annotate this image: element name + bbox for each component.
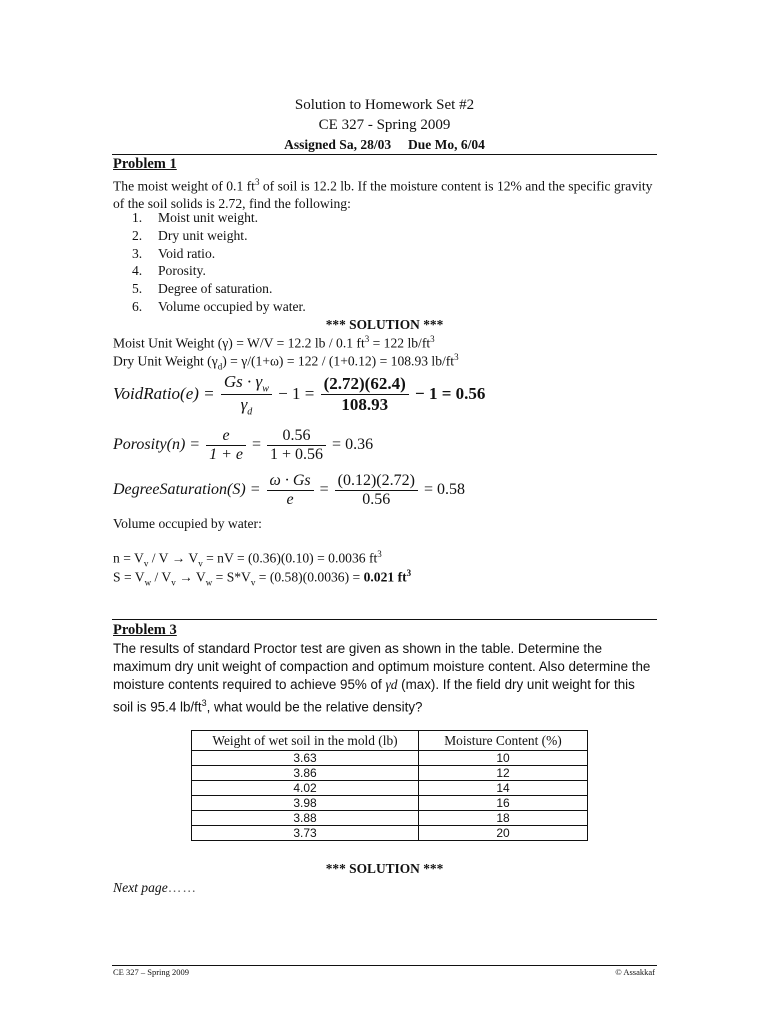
list-item: 5. Degree of saturation. <box>132 281 273 297</box>
table-header: Moisture Content (%) <box>419 731 588 751</box>
page-footer <box>112 965 657 977</box>
table-row: 3.86 12 <box>192 766 588 781</box>
problem-1-statement: The moist weight of 0.1 $ft^3$ of soil is 12.2 lb. If the moisture content is 12% and the specific gravity of the soil solids is 2.72, find the following: <box>113 177 653 212</box>
dry-unit-weight-line: Dry Unit Weight $(\gamma_d) = \gamma/(1+\omega) = 122 / (1+0.12) = 108.93$ $lb/ft^3$ <box>113 352 459 372</box>
footer-rule <box>112 965 657 966</box>
document-title: Solution to Homework Set #2 <box>294 97 475 113</box>
table-row: 4.02 14 <box>192 781 588 796</box>
problem-3-title: Problem 3 <box>113 622 177 638</box>
table-row: 3.88 18 <box>192 811 588 826</box>
problem-1-solution-label: *** SOLUTION *** <box>325 317 444 332</box>
list-item: 4. Porosity. <box>132 263 206 279</box>
void-ratio-equation: VoidRatio(e) = $\frac{Gs \cdot \gamma_w}{\gamma_d}$ − 1 = $\frac{(2.72)(62.4)}{108.93}$ − 1 = 0.56 <box>113 372 486 418</box>
problem-1-title: Problem 1 <box>113 156 177 172</box>
list-item: 3. Void ratio. <box>132 245 216 261</box>
list-item: 2. Dry unit weight. <box>132 227 248 243</box>
problem-3-solution-label: *** SOLUTION *** <box>325 861 444 876</box>
section-rule <box>112 619 657 620</box>
table-row: 3.73 20 <box>192 826 588 841</box>
footer-copyright: © Assakkaf <box>615 967 655 977</box>
header-rule <box>112 154 657 155</box>
problem-3-statement: The results of standard Proctor test are given as shown in the table. Determine the maximum dry unit weight of compaction and optimum moisture content. Also determine the moisture contents required to achieve 95% of γd (max). If the field dry unit weight for this soil is 95.4 $lb/ft^3$, what would be the relative density? <box>113 641 651 715</box>
table-row: 3.63 10 <box>192 751 588 766</box>
s-equation-line: $S = V_w / V_v \to V_w = S*V_v = (0.58)(0.0036) = 0.021$ $ft^3$ <box>113 568 412 588</box>
problem-1-list <box>132 209 306 316</box>
next-page-note: Next page…… <box>113 880 197 895</box>
document-page <box>112 0 657 1024</box>
header <box>112 95 657 155</box>
list-item: 6. Volume occupied by water. <box>132 298 306 314</box>
proctor-test-table <box>191 730 588 841</box>
table-row: 3.98 16 <box>192 796 588 811</box>
volume-water-label: Volume occupied by water: <box>113 516 262 531</box>
porosity-equation: Porosity(n) = $\frac{e}{1 + e}$ = $\frac{0.56}{1 + 0.56}$ = 0.36 <box>113 427 374 463</box>
degree-saturation-equation: DegreeSaturation(S) = $\frac{\omega \cdot Gs}{e}$ = $\frac{(0.12)(2.72)}{0.56}$ = 0.58 <box>113 472 465 508</box>
assignment-dates: Assigned Sa, 28/03 Due Mo, 6/04 <box>284 137 485 152</box>
list-item: 1. Moist unit weight. <box>132 210 259 225</box>
course-title: CE 327 - Spring 2009 <box>318 117 451 133</box>
footer-course: CE 327 – Spring 2009 <box>113 967 190 977</box>
moist-unit-weight-line: Moist Unit Weight (γ) = W/V = 12.2 lb / 0.1 $ft^3 = 122$ $lb/ft^3$ <box>113 334 435 351</box>
n-equation-line: $n = V_v / V \to V_v$ = nV = (0.36)(0.10) = 0.0036 $ft^3$ <box>113 549 382 569</box>
table-header: Weight of wet soil in the mold (lb) <box>192 731 419 751</box>
